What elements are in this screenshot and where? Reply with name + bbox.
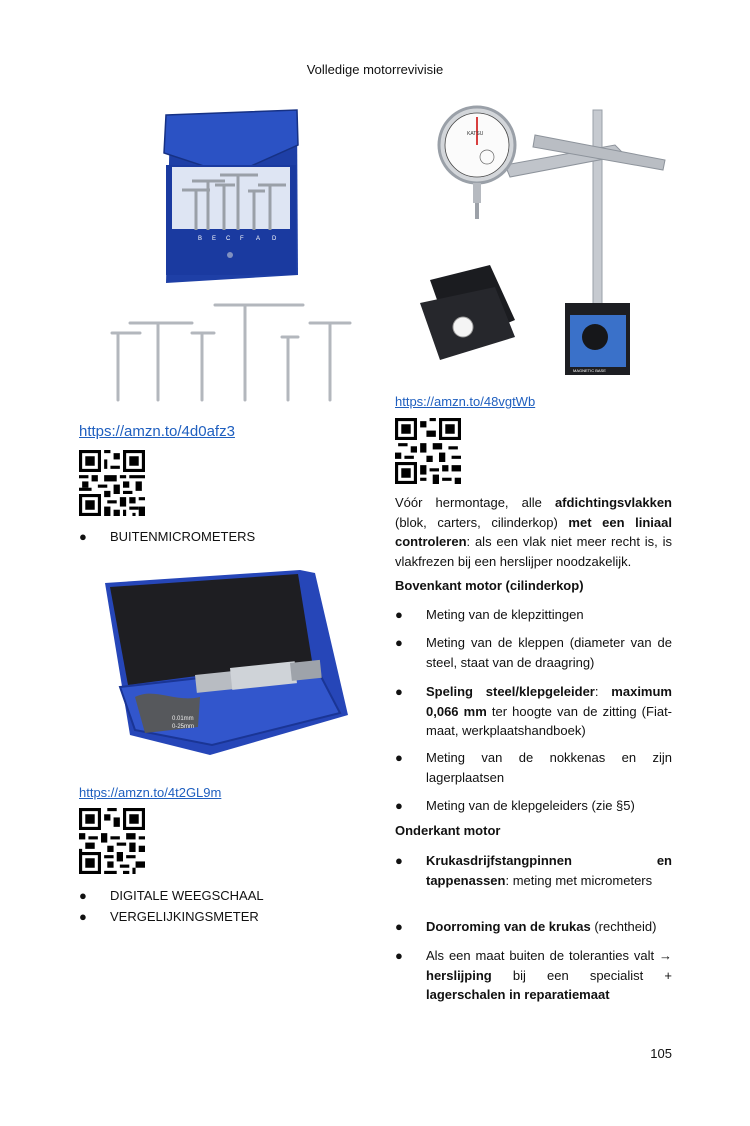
bullet-icon: ● [395, 635, 403, 650]
case-letter: C [226, 236, 231, 242]
dial-brand: KATSU [467, 131, 484, 137]
list-item: ● BUITENMICROMETERS [79, 529, 256, 544]
list-item: ● DIGITALE WEEGSCHAAL [79, 888, 264, 903]
intro-paragraph: Vóór hermontage, alle afdichtingsvlakken (blok, carters, cilinderkop) met een liniaal controleren: als een vlak niet meer recht is, is vlakfrezen bij een herslijper noodzakelijk. [395, 495, 672, 569]
bullet-icon: ● [395, 948, 403, 963]
bullet-icon: ● [395, 919, 403, 934]
bullet-icon: ● [395, 798, 403, 813]
list-item: ● Meting van de nokkenas en zijn lagerplaatsen [395, 750, 672, 785]
amazon-link-micrometer[interactable]: https://amzn.to/4t2GL9m [79, 785, 222, 800]
qr-code-icon [79, 450, 145, 516]
page-number: 105 [650, 1046, 672, 1061]
amazon-link-dial-indicator[interactable]: https://amzn.to/48vgtWb [395, 394, 536, 409]
dial-indicator-magnetic-base-image [415, 105, 680, 385]
list-item: ● Meting van de klepzittingen [395, 605, 672, 625]
case-letter: E [212, 236, 217, 242]
bullet-icon: ● [395, 607, 403, 622]
micrometer-label: 0.01mm [172, 716, 194, 722]
case-letter: B [198, 236, 203, 242]
list-item: ● Meting van de klepgeleiders (zie §5) [395, 796, 672, 816]
list-item: ● Speling steel/klepgeleider: maximum 0,066 mm ter hoogte van de zitting (Fiat-maat, werkplaatshandboek) [395, 684, 673, 738]
bullet-icon: ● [395, 750, 403, 765]
list-item: ● Doorroming van de krukas (rechtheid) [395, 917, 672, 937]
base-label: MAGNETIC BASE [573, 368, 606, 373]
list-item: ● Meting van de kleppen (diameter van de steel, staat van de draagring) [395, 635, 672, 670]
bullet-icon: ● [395, 684, 403, 699]
qr-code-icon [79, 808, 145, 874]
case-letter: F [240, 236, 244, 242]
micrometer-case-image [100, 565, 355, 765]
section-heading: Onderkant motor [395, 823, 501, 838]
amazon-link-gauges[interactable]: https://amzn.to/4d0afz3 [79, 423, 235, 440]
case-letter: D [272, 236, 277, 242]
bullet-icon: ● [79, 888, 87, 903]
case-letter: A [256, 236, 261, 242]
bullet-icon: ● [79, 909, 87, 924]
bullet-icon: ● [395, 853, 403, 868]
list-item: ● Als een maat buiten de toleranties valt → herslijping bij een specialist + lagerschalen in reparatiemaat [395, 948, 672, 1002]
page-header: Volledige motorrevivisie [306, 62, 444, 77]
telescoping-gauge-set-image [100, 105, 360, 410]
section-heading: Bovenkant motor (cilinderkop) [395, 578, 584, 593]
micrometer-label: 0-25mm [172, 724, 195, 730]
list-item: ● Krukasdrijfstangpinnen en tappenassen: meting met micrometers [395, 853, 672, 888]
bullet-icon: ● [79, 529, 87, 544]
list-item: ● VERGELIJKINGSMETER [79, 909, 259, 924]
qr-code-icon [395, 418, 461, 484]
